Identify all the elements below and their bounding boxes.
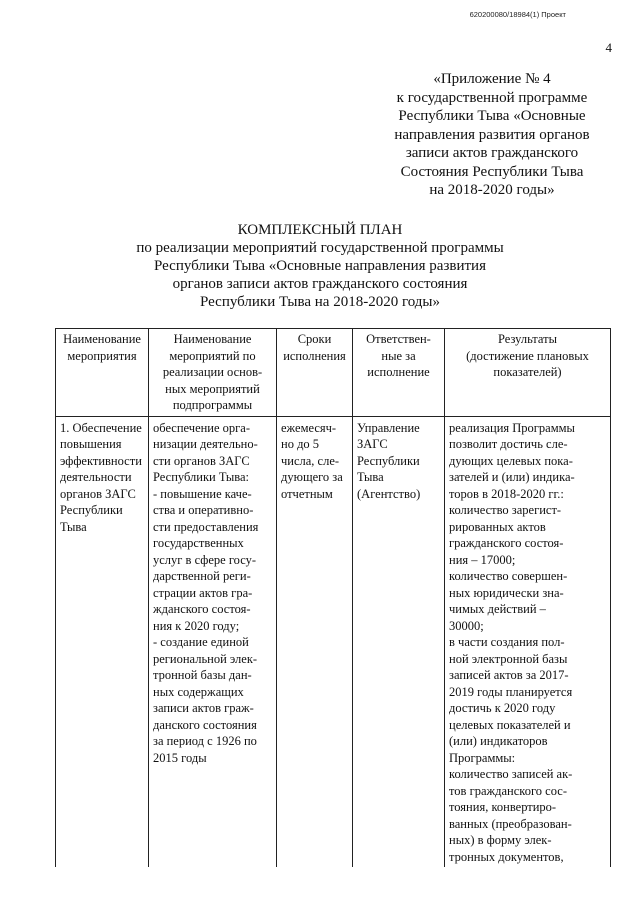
cell-text-line: гражданского состоя- (449, 536, 564, 550)
cell-text-line: ной электронной базы (449, 651, 568, 666)
column-header-line: Ответствен- (366, 332, 431, 346)
cell-text-line: 2019 годы планируется (449, 684, 573, 699)
table-cell (353, 416, 445, 867)
cell-text-line: в части создания пол- (449, 635, 565, 649)
cell-text-line: ных юридически зна- (449, 585, 564, 600)
cell-text-line: зателей и (или) индика- (449, 470, 575, 484)
cell-text-line: 1. Обеспечение (60, 420, 142, 435)
table-cell (56, 416, 149, 867)
cell-text-line: обеспечение орга- (153, 420, 251, 435)
cell-text-line: тронных документов, (449, 849, 564, 864)
cell-text-line: тов гражданского сос- (449, 783, 567, 798)
column-header-line: мероприятий по (169, 348, 256, 363)
cell-text-line: деятельности (60, 470, 132, 484)
document-id: 620200080/18984(1) Проект (469, 10, 566, 19)
column-header-line: подпрограммы (172, 398, 253, 412)
cell-text-line: Республики (60, 503, 123, 517)
table-cell (149, 416, 277, 867)
appendix-line: записи актов гражданского (405, 145, 579, 161)
cell-text-line: Республики Тыва: (153, 470, 250, 484)
column-header-line: мероприятия (67, 348, 137, 363)
column-header-line: показателей) (493, 365, 562, 379)
plan-title (0, 221, 640, 311)
cell-text-line: отчетным (281, 486, 333, 501)
column-header-line: ных мероприятий (165, 381, 260, 396)
cell-text-line: данского состояния (153, 717, 257, 732)
column-header-line: реализации основ- (162, 365, 263, 379)
cell-text-line: Тыва (60, 519, 87, 534)
cell-text-line: ния – 17000; (449, 552, 516, 567)
cell-text-line: страции актов гра- (153, 585, 253, 600)
cell-text-line: органов ЗАГС (60, 486, 136, 501)
cell-text-line: эффективности (60, 453, 142, 468)
cell-text-line: ных) в форму элек- (449, 833, 552, 847)
cell-text-line: записи актов граж- (153, 701, 254, 715)
cell-text-line: услуг в сфере госу- (153, 552, 257, 567)
appendix-line: «Приложение № 4 (433, 71, 551, 87)
cell-text-line: ежемесяч- (281, 420, 337, 435)
cell-text-line: чимых действий – (449, 602, 546, 616)
appendix-line: направления развития органов (394, 126, 590, 143)
title-line: КОМПЛЕКСНЫЙ ПЛАН (237, 222, 403, 238)
cell-text-line: записей актов за 2017- (449, 668, 569, 682)
cell-text-line: количество зарегист- (449, 503, 562, 517)
column-header-line: исполнения (283, 348, 346, 363)
title-line: Республики Тыва «Основные направления развития (154, 258, 486, 274)
cell-text-line: Республики (357, 453, 420, 468)
cell-text-line: Тыва (357, 470, 384, 484)
cell-text-line: сти предоставления (153, 519, 259, 534)
table-body (56, 416, 611, 867)
column-header (353, 329, 445, 417)
column-header-line: Наименование (63, 332, 141, 346)
column-header (56, 329, 149, 417)
cell-text-line: - создание единой (153, 635, 249, 649)
cell-text-line: ванных (преобразован- (449, 816, 572, 831)
cell-text-line: Управление (357, 420, 420, 435)
appendix-line: Республики Тыва «Основные (398, 108, 586, 124)
column-header-line: (достижение плановых (466, 348, 589, 363)
cell-text-line: дующих целевых пока- (449, 453, 573, 468)
cell-text-line: низации деятельно- (153, 437, 258, 451)
cell-text-line: жданского состоя- (153, 602, 251, 616)
title-line: органов записи актов гражданского состояния (172, 276, 468, 292)
cell-text-line: дующего за (281, 470, 343, 484)
cell-text-line: государственных (153, 536, 244, 550)
cell-text-line: тояния, конвертиро- (449, 800, 557, 814)
column-header-line: Результаты (497, 332, 558, 346)
cell-text-line: Программы: (449, 750, 516, 765)
cell-text-line: ных содержащих (153, 684, 244, 699)
title-line: Республики Тыва на 2018-2020 годы» (199, 294, 441, 310)
table-row (56, 416, 611, 867)
cell-text-line: реализация Программы (449, 420, 575, 435)
column-header (149, 329, 277, 417)
appendix-line: Состояния Республики Тыва (400, 163, 584, 180)
cell-text-line: позволит достичь сле- (449, 437, 568, 451)
title-line: по реализации мероприятий государственной программы (136, 240, 504, 256)
cell-text-line: сти органов ЗАГС (153, 453, 250, 468)
cell-text-line: но до 5 (281, 437, 320, 451)
table-cell (445, 416, 611, 867)
appendix-line: к государственной программе (396, 89, 588, 106)
cell-text-line: за период с 1926 по (153, 734, 257, 748)
cell-text-line: региональной элек- (153, 651, 258, 666)
plan-table (55, 328, 611, 867)
cell-text-line: количество записей ак- (449, 767, 573, 781)
appendix-line: на 2018-2020 годы» (429, 182, 555, 198)
cell-text-line: (или) индикаторов (449, 734, 548, 748)
cell-text-line: рированных актов (449, 519, 546, 534)
cell-text-line: - повышение каче- (153, 486, 252, 501)
table-cell (277, 416, 353, 867)
cell-text-line: числа, сле- (281, 453, 340, 468)
page-number: 4 (605, 40, 612, 55)
column-header-line: исполнение (367, 365, 430, 379)
appendix-heading (372, 70, 612, 200)
cell-text-line: 2015 годы (153, 750, 207, 765)
cell-text-line: ЗАГС (357, 437, 388, 451)
cell-text-line: ства и оперативно- (153, 503, 254, 517)
column-header (445, 329, 611, 417)
table-header-row (56, 329, 611, 417)
cell-text-line: тронной базы дан- (153, 668, 252, 682)
cell-text-line: дарственной реги- (153, 569, 251, 583)
cell-text-line: повышения (60, 437, 122, 451)
cell-text-line: торов в 2018-2020 гг.: (449, 486, 564, 501)
cell-text-line: (Агентство) (357, 486, 421, 501)
cell-text-line: количество совершен- (449, 569, 568, 583)
column-header (277, 329, 353, 417)
cell-text-line: ния к 2020 году; (153, 618, 240, 633)
cell-text-line: 30000; (449, 618, 484, 633)
column-header-line: Наименование (173, 332, 252, 346)
cell-text-line: целевых показателей и (449, 717, 571, 732)
column-header-line: ные за (381, 348, 416, 363)
cell-text-line: достичь к 2020 году (449, 701, 556, 715)
column-header-line: Сроки (297, 332, 332, 346)
